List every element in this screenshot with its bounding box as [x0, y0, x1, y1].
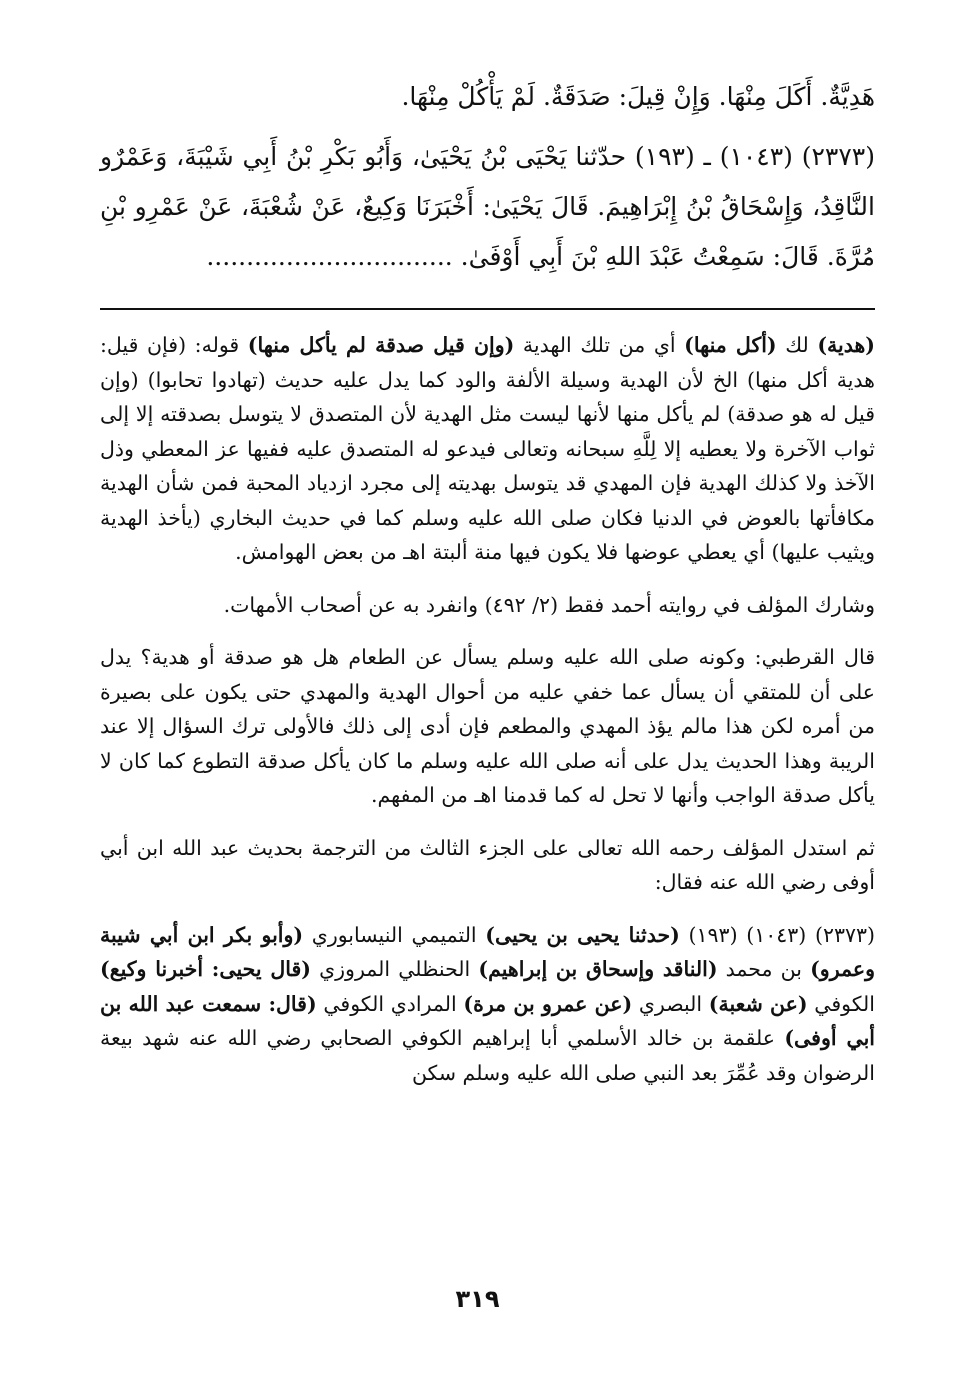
text-span: الكوفي	[807, 991, 875, 1016]
hadith-line-1: هَدِيَّةٌ. أَكَلَ مِنْهَا. وَإِنْ قِيلَ: صَدَقَةٌ. لَمْ يَأْكُلْ مِنْهَا.	[401, 82, 875, 111]
text-span: المرادي الكوفي	[316, 991, 464, 1016]
commentary-paragraph-2: وشارك المؤلف في روايته أحمد فقط (٢/ ٤٩٢) وانفرد به عن أصحاب الأمهات.	[223, 592, 875, 617]
commentary	[100, 328, 875, 1090]
text-span: قوله: (فإن قيل: هدية أكل منها) الخ لأن الهدية وسيلة الألفة والود كما يدل عليه حديث (تهادوا تحابوا) (وإن قيل له هو صدقة) لم يأكل منها لأنها ليست مثل الهدية لأن المتصدق لا يتوسل بصدقته إلا إلى ثواب الآخرة ولا يعطيه إلا لِلَّهِ سبحانه وتعالى فيدعو له المتصدق عليه ففيها عز المعطي وذل الآخذ ولا كذلك الهدية فإن المهدي قد يتوسل بهديته إلى مجرد ازدياد المحبة فمن شأن الهدية مكافأتها بالعوض في الدنيا فكان صلى الله عليه وسلم كما في حديث البخاري (يأخذ الهدية ويثيب عليها) أي يعطي عوضها فلا يكون فيها منة ألبتة اهـ من بعض الهوامش.	[100, 333, 875, 564]
commentary-paragraph-3: قال القرطبي: وكونه صلى الله عليه وسلم يسأل عن الطعام هل هو صدقة أو هدية؟ يدل على أن للمتقي أن يسأل عما خفي عليه من أحوال الهدية والمهدي حتى يكون على بصيرة من أمره لكن هذا مالم يؤذ المهدي والمطعم فإن أدى إلى ذلك فالأولى ترك السؤال إلا عند الريبة وهذا الحديث يدل على أنه صلى الله عليه وسلم ما كان يأكل صدقة التطوع كما كان لا يأكل صدقة الواجب وأنها لا تحل له كما قدمنا اهـ من المفهم.	[100, 645, 875, 807]
bold-phrase: (قال: سمعت عبد الله بن أبي أوفى)	[100, 991, 875, 1050]
text-span: (٢٣٧٣) (١٠٤٣) (١٩٣)	[679, 922, 876, 947]
separator-line	[100, 308, 875, 310]
hadith-text	[100, 72, 875, 282]
bold-phrase: (وإن قيل صدقة لم يأكل منها)	[247, 333, 515, 357]
commentary-paragraph-4: ثم استدل المؤلف رحمه الله تعالى على الجزء الثالث من الترجمة بحديث عبد الله ابن أبي أوفى رضي الله عنه فقال:	[100, 835, 875, 894]
text-span: البصري	[632, 991, 709, 1016]
text-span: الحنظلي المروزي	[310, 957, 479, 981]
text-span: لك	[776, 333, 818, 357]
text-span: علقمة بن خالد الأسلمي أبا إبراهيم الكوفي الصحابي رضي الله عنه شهد بيعة الرضوان وقد عُمِّرَ بعد النبي صلى الله عليه وسلم سكن	[100, 1026, 875, 1085]
text-span: بن محمد	[717, 957, 811, 981]
commentary-paragraph-1	[100, 328, 875, 570]
bold-phrase: (الناقد وإسحاق بن إبراهيم)	[478, 957, 718, 981]
bold-phrase: (حدثنا يحيى بن يحيى)	[485, 922, 680, 947]
hadith-paragraph-2: (٢٣٧٣) (١٠٤٣) ـ (١٩٣) حدّثنا يَحْيَى بْنُ يَحْيَىٰ، وَأَبُو بَكْرِ بْنُ أَبِي شَيْبَةَ، وَعَمْرٌو النَّاقِدُ، وَإِسْحَاقُ بْنُ إِبْرَاهِيمَ. قَالَ يَحْيَىٰ: أَخْبَرَنَا وَكِيعٌ، عَنْ شُعْبَةَ، عَنْ عَمْرِو بْنِ مُرَّةَ. قَالَ: سَمِعْتُ عَبْدَ اللهِ بْنَ أَبِي أَوْفَىٰ. ...............................	[100, 142, 875, 271]
bold-phrase: (قال يحيى: أخبرنا وكيع)	[100, 957, 311, 981]
text-span: أي من تلك الهدية	[514, 333, 685, 357]
bold-phrase: (وأبو بكر ابن أبي شيبة وعمرو)	[100, 922, 875, 981]
text-span: التميمي النيسابوري	[303, 922, 486, 947]
bold-phrase: (أكل منها)	[684, 333, 777, 357]
bold-phrase: (عن عمرو بن مرة)	[463, 991, 633, 1016]
page	[100, 72, 875, 1090]
bold-phrase: (عن شعبة)	[708, 991, 808, 1016]
page-number: ٣١٩	[455, 1285, 500, 1313]
bold-phrase: (هدية)	[817, 333, 875, 357]
commentary-paragraph-5	[100, 918, 875, 1091]
